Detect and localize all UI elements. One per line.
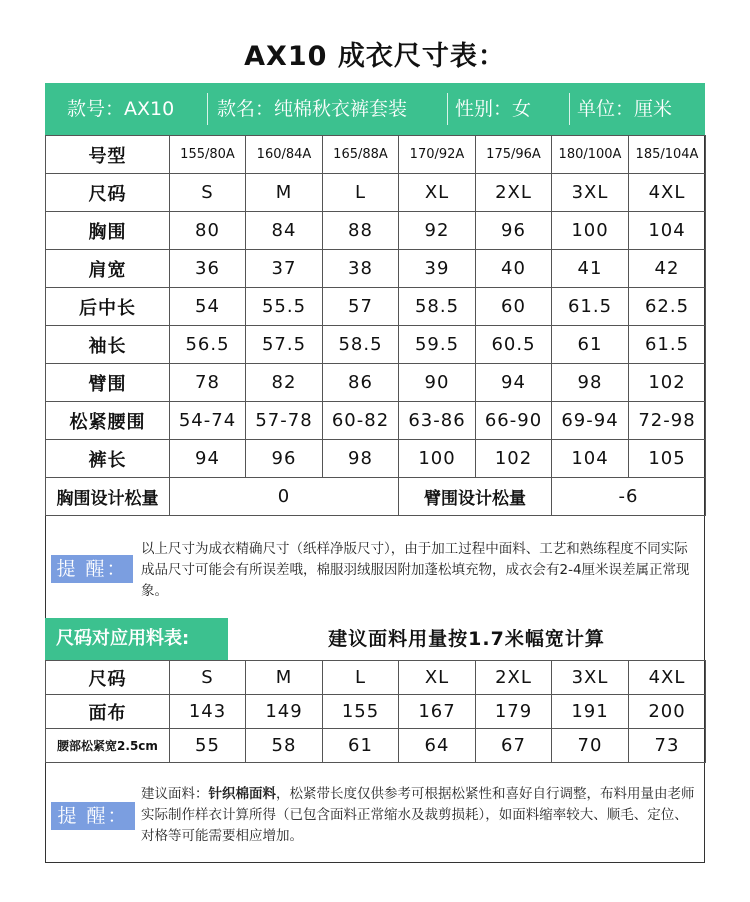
table-row: [46, 250, 706, 288]
table-cell: 165/88A: [323, 136, 399, 174]
table-cell: 36: [170, 250, 246, 288]
table-cell: 55: [170, 729, 246, 763]
table-cell: 191: [552, 695, 629, 729]
row-label: 裤长: [46, 440, 170, 478]
reminder-fabric-name: 针织棉面料: [208, 786, 276, 802]
table-cell: 105: [629, 440, 706, 478]
row-label: 松紧腰围: [46, 402, 170, 440]
table-cell: 37: [246, 250, 323, 288]
row-label: 袖长: [46, 326, 170, 364]
arm-ease-value: -6: [552, 478, 706, 516]
table-cell: 61.5: [629, 326, 706, 364]
table-cell: 70: [552, 729, 629, 763]
table-row: [46, 729, 706, 763]
table-cell: 54-74: [170, 402, 246, 440]
reminder-text-2: [141, 784, 701, 847]
table-cell: M: [246, 661, 323, 695]
table-cell: 4XL: [629, 661, 706, 695]
info-divider: [569, 93, 570, 125]
reminder-label-2: 提 醒：: [51, 802, 135, 830]
table-cell: XL: [399, 174, 476, 212]
row-label: 腰部松紧宽2.5cm: [46, 729, 170, 763]
table-cell: 175/96A: [476, 136, 552, 174]
table-cell: 155/80A: [170, 136, 246, 174]
table-cell: 94: [476, 364, 552, 402]
table-cell: L: [323, 661, 399, 695]
table-cell: 78: [170, 364, 246, 402]
table-cell: 94: [170, 440, 246, 478]
style-number: 款号：AX10: [67, 98, 175, 120]
table-cell: 41: [552, 250, 629, 288]
table-cell: 80: [170, 212, 246, 250]
table-cell: S: [170, 661, 246, 695]
table-row: [46, 326, 706, 364]
row-label: 后中长: [46, 288, 170, 326]
table-cell: 2XL: [476, 661, 552, 695]
table-cell: 82: [246, 364, 323, 402]
table-cell: L: [323, 174, 399, 212]
table-cell: 84: [246, 212, 323, 250]
table-cell: 61.5: [552, 288, 629, 326]
table-row: [46, 174, 706, 212]
table-cell: 66-90: [476, 402, 552, 440]
table-cell: 143: [170, 695, 246, 729]
table-row: [46, 136, 706, 174]
table-cell: 60: [476, 288, 552, 326]
table-cell: 102: [629, 364, 706, 402]
table-cell: 61: [552, 326, 629, 364]
row-label: 尺码: [46, 661, 170, 695]
table-cell: 73: [629, 729, 706, 763]
reminder-label: 提 醒：: [51, 555, 133, 583]
table-cell: 170/92A: [399, 136, 476, 174]
table-cell: 58.5: [399, 288, 476, 326]
table-cell: 180/100A: [552, 136, 629, 174]
table-cell: 167: [399, 695, 476, 729]
fabric-header: [45, 618, 705, 660]
chest-ease-label: 胸围设计松量: [46, 478, 170, 516]
table-cell: 2XL: [476, 174, 552, 212]
table-cell: 98: [323, 440, 399, 478]
table-cell: 60.5: [476, 326, 552, 364]
table-cell: 96: [476, 212, 552, 250]
table-cell: 64: [399, 729, 476, 763]
table-cell: 155: [323, 695, 399, 729]
table-cell: 54: [170, 288, 246, 326]
table-row: [46, 695, 706, 729]
table-cell: 100: [399, 440, 476, 478]
table-cell: XL: [399, 661, 476, 695]
fabric-table: [45, 660, 706, 763]
table-cell: 98: [552, 364, 629, 402]
reminder-prefix: 建议面料：: [141, 786, 209, 802]
table-cell: 62.5: [629, 288, 706, 326]
table-cell: 59.5: [399, 326, 476, 364]
table-cell: 57: [323, 288, 399, 326]
row-label: 臂围: [46, 364, 170, 402]
info-divider: [207, 93, 208, 125]
reminder-text: 以上尺寸为成衣精确尺寸（纸样净版尺寸），由于加工过程中面料、工艺和熟练程度不同实际成品尺寸可能会有所误差哦，棉服羽绒服因附加蓬松填充物，成衣会有2-4厘米误差属正常现象。: [141, 541, 690, 599]
row-label: 尺码: [46, 174, 170, 212]
table-cell: 55.5: [246, 288, 323, 326]
table-cell: S: [170, 174, 246, 212]
table-cell: 102: [476, 440, 552, 478]
arm-ease-label: 臂围设计松量: [399, 478, 552, 516]
size-table: [45, 135, 706, 516]
unit: 单位：厘米: [577, 98, 673, 120]
table-cell: 86: [323, 364, 399, 402]
reminder-body: ，松紧带长度仅供参考可根据松紧性和喜好自行调整，布料用量由老师实际制作样衣计算所得（已包含面料正常缩水及裁剪损耗），如面料缩率较大、顺毛、定位、对格等可能需要相应增加。: [141, 786, 695, 844]
table-cell: 100: [552, 212, 629, 250]
row-label: 肩宽: [46, 250, 170, 288]
page-title: AX10 成衣尺寸表：: [244, 41, 506, 72]
table-cell: 72-98: [629, 402, 706, 440]
table-cell: 60-82: [323, 402, 399, 440]
fabric-width-note: 建议面料用量按1.7米幅宽计算: [328, 628, 605, 650]
table-cell: 69-94: [552, 402, 629, 440]
style-name: 款名：纯棉秋衣裤套装: [217, 98, 408, 120]
row-label: 号型: [46, 136, 170, 174]
table-cell: 104: [629, 212, 706, 250]
table-cell: 40: [476, 250, 552, 288]
table-cell: 104: [552, 440, 629, 478]
info-divider: [447, 93, 448, 125]
table-cell: 3XL: [552, 661, 629, 695]
table-cell: 160/84A: [246, 136, 323, 174]
table-row: [46, 440, 706, 478]
table-cell: 61: [323, 729, 399, 763]
table-cell: 39: [399, 250, 476, 288]
chest-ease-value: 0: [170, 478, 399, 516]
table-row: [46, 661, 706, 695]
table-cell: 4XL: [629, 174, 706, 212]
table-cell: 96: [246, 440, 323, 478]
table-row: [46, 364, 706, 402]
table-cell: 42: [629, 250, 706, 288]
table-cell: 88: [323, 212, 399, 250]
table-cell: 58: [246, 729, 323, 763]
row-label: 胸围: [46, 212, 170, 250]
table-cell: 57-78: [246, 402, 323, 440]
table-cell: 38: [323, 250, 399, 288]
info-bar: [45, 83, 705, 135]
table-cell: 179: [476, 695, 552, 729]
table-cell: 92: [399, 212, 476, 250]
table-row: [46, 402, 706, 440]
table-cell: 200: [629, 695, 706, 729]
gender: 性别：女: [455, 98, 532, 120]
fabric-table-label: 尺码对应用料表:: [45, 618, 228, 660]
table-cell: 185/104A: [629, 136, 706, 174]
table-cell: 149: [246, 695, 323, 729]
table-row: [46, 212, 706, 250]
table-cell: M: [246, 174, 323, 212]
table-cell: 90: [399, 364, 476, 402]
row-label: 面布: [46, 695, 170, 729]
table-cell: 56.5: [170, 326, 246, 364]
table-cell: 3XL: [552, 174, 629, 212]
table-cell: 58.5: [323, 326, 399, 364]
table-cell: 63-86: [399, 402, 476, 440]
table-cell: 67: [476, 729, 552, 763]
table-row: [46, 288, 706, 326]
table-cell: 57.5: [246, 326, 323, 364]
ease-row: [46, 478, 706, 516]
